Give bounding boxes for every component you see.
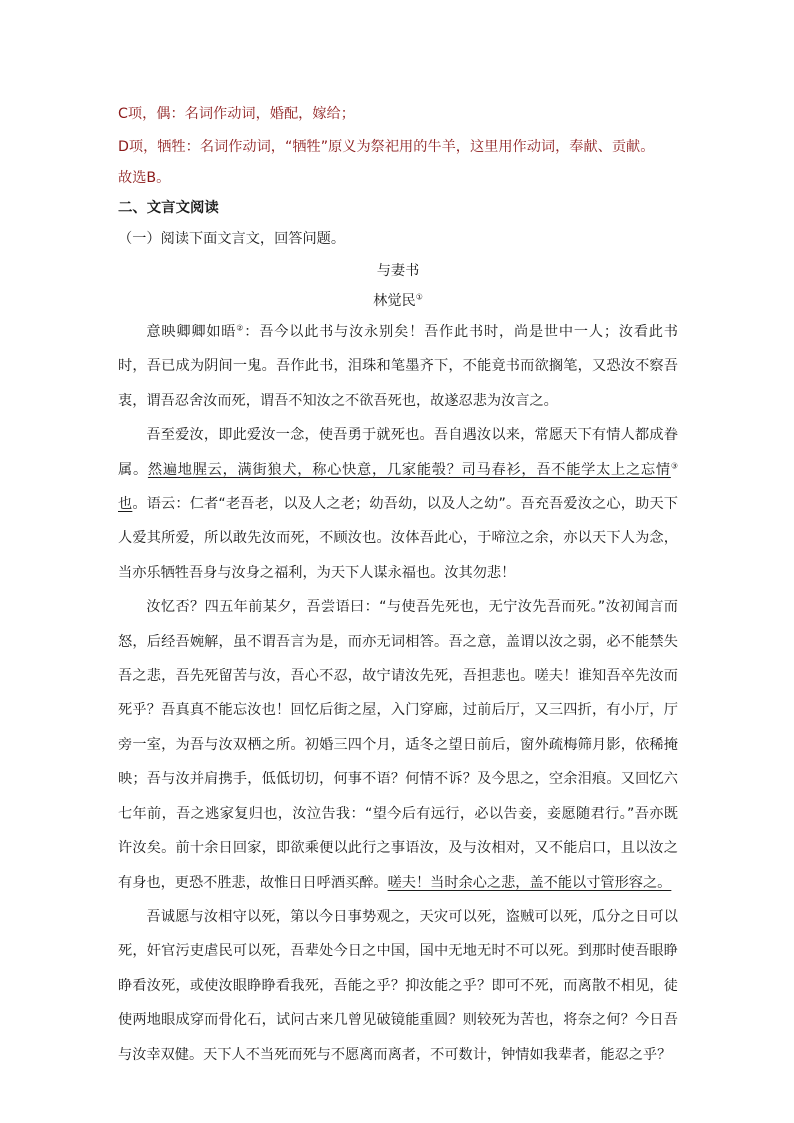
footnote-marker-2: ②	[236, 323, 245, 333]
section-instruction: （一）阅读下面文言文，回答问题。	[118, 231, 346, 247]
essay-title: 与妻书	[376, 263, 420, 279]
answer-c-line: C项，偶：名词作动词，婚配，嫁给；	[118, 106, 355, 122]
p3-underlined-text: 嗟夫！当时余心之悲，盖不能以寸管形容之。	[387, 874, 672, 891]
essay-paragraph-4: 吾诚愿与汝相守以死，第以今日事势观之，天灾可以死，盗贼可以死，瓜分之日可以死，奸官污吏虐民可以死，吾辈处今日之中国，国中无地无时不可以死。到那时使吾眼睁睁看汝死，或使汝眼睁睁看我死，吾能之乎？抑汝能之乎？即可不死，而离散不相见，徒使两地眼成穿而骨化石，试问古来几曾见破镜能重圆？则较死为苦也，将奈之何？今日吾与汝幸双健。天下人不当死而死与不愿离而离者，不可数计，钟情如我辈者，能忍之乎？	[118, 908, 678, 1063]
essay-paragraph-3	[118, 590, 678, 900]
author-footnote-marker: ①	[415, 292, 423, 302]
essay-author-line	[118, 291, 678, 311]
section-heading: 二、文言文阅读	[118, 200, 219, 216]
essay-body	[118, 315, 678, 1072]
answer-choice-line: 故选B。	[118, 170, 171, 186]
essay-paragraph-1	[118, 315, 678, 418]
p2-text-b: 。语云：仁者“老吾老，以及人之老；幼吾幼，以及人之幼”。吾充吾爱汝之心，助天下人爱其所爱，所以敢先汝而死，不顾汝也。汝体吾此心，于啼泣之余，亦以天下人为念，当亦乐牺牲吾身与汝身之福利，为天下人谋永福也。汝其勿悲！	[118, 496, 678, 581]
p3-text-a: 汝忆否？四五年前某夕，吾尝语曰：“与使吾先死也，无宁汝先吾而死。”汝初闻言而怒，后经吾婉解，虽不谓吾言为是，而亦无词相答。吾之意，盖谓以汝之弱，必不能禁失吾之悲，吾先死留苦与汝，吾心不忍，故宁请汝先死，吾担悲也。嗟夫！谁知吾卒先汝而死乎？吾真真不能忘汝也！回忆后街之屋，入门穿廊，过前后厅，又三四折，有小厅，厅旁一室，为吾与汝双栖之所。初婚三四个月，适冬之望日前后，窗外疏梅筛月影，依稀掩映；吾与汝并肩携手，低低切切，何事不语？何情不诉？及今思之，空余泪痕。又回忆六七年前，吾之逃家复归也，汝泣告我：“望今后有远行，必以告妾，妾愿随君行。”吾亦既许汝矣。前十余日回家，即欲乘便以此行之事语汝，及与汝相对，又不能启口，且以汝之有身也，更恐不胜悲，故惟日日呼酒买醉。	[118, 599, 678, 891]
p2-underlined-tail: 也	[118, 496, 133, 513]
p1-text-a: 意映卿卿如晤	[146, 324, 237, 340]
p1-text-b: ：吾今以此书与汝永别矣！吾作此书时，尚是世中一人；汝看此书时，吾已成为阴间一鬼。吾作此书，泪珠和笔墨齐下，不能竟书而欲搁笔，又恐汝不察吾衷，谓吾忍舍汝而死，谓吾不知汝之不欲吾死也，故遂忍悲为汝言之。	[118, 324, 678, 409]
footnote-marker-3: ③	[670, 460, 678, 470]
essay-paragraph-2	[118, 418, 678, 590]
answer-d-line: D项，牺牲：名词作动词，“牺牲”原义为祭祀用的牛羊，这里用作动词，奉献、贡献。	[118, 139, 655, 155]
essay-author: 林觉民	[373, 293, 416, 309]
p2-text-a: 吾至爱汝，即此爱汝一念，使吾勇于就死也。吾自遇汝以来，常愿天下有情人都成眷属。	[118, 427, 678, 478]
p2-underlined-text: 然遍地腥云，满街狼犬，称心快意，几家能彀？司马春衫，吾不能学太上之忘情	[147, 461, 671, 478]
